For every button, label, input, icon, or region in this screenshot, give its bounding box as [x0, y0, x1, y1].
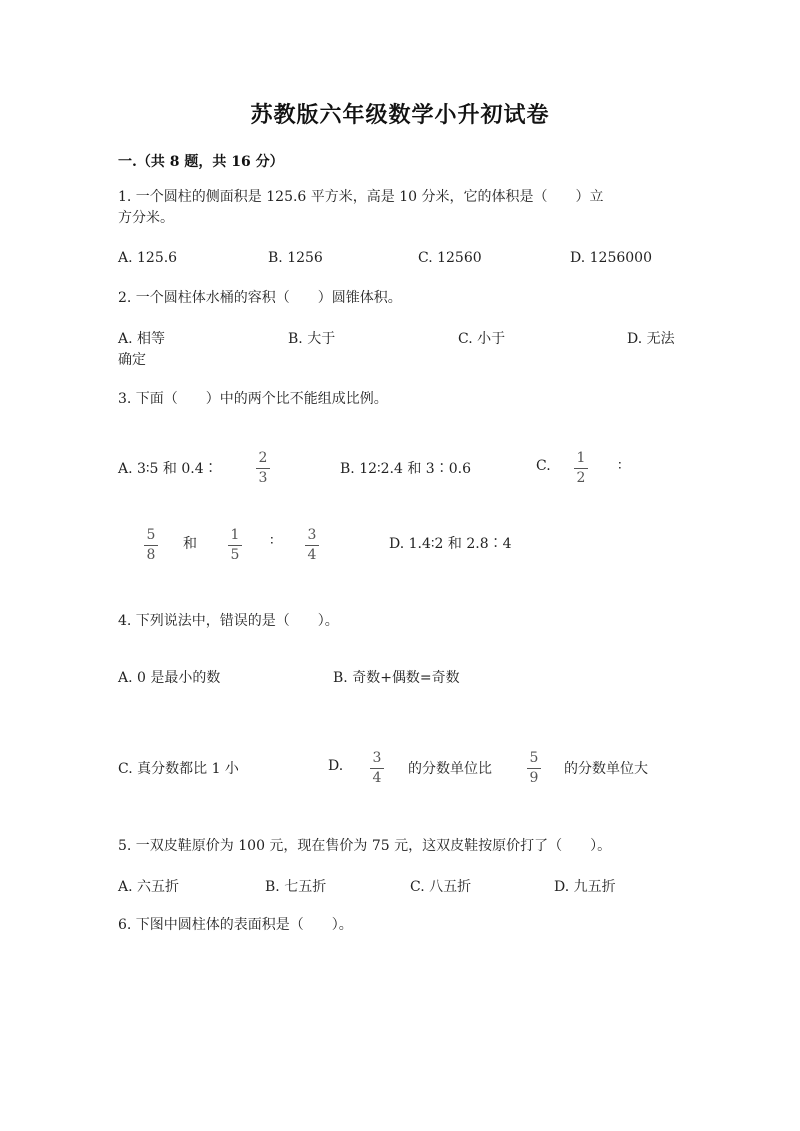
q4-option-a: A. 0 是最小的数	[118, 670, 221, 686]
q4-option-d-end: 的分数单位大	[564, 761, 648, 777]
q3-option-c-colon: ∶	[618, 458, 622, 474]
q4-option-d-middle: 的分数单位比	[408, 761, 492, 777]
q2-option-d: D. 无法	[627, 331, 675, 347]
q4-option-d: D.	[328, 758, 344, 774]
q1-option-a: A. 125.6	[118, 250, 178, 266]
fraction-numerator: 1	[576, 450, 586, 466]
q2-option-b: B. 大于	[288, 331, 336, 347]
fraction-denominator: 9	[529, 770, 539, 786]
q3-option-c-colon-2: ∶	[270, 533, 274, 549]
q5-option-d: D. 九五折	[554, 879, 616, 895]
fraction-numerator: 1	[230, 527, 240, 543]
q3-option-c-and: 和	[183, 536, 197, 552]
question-6: 6. 下图中圆柱体的表面积是（ ）。	[118, 917, 353, 933]
q3-option-c-fraction-2	[142, 527, 160, 564]
fraction-bar	[370, 768, 384, 769]
question-3: 3. 下面（ ）中的两个比不能组成比例。	[118, 391, 388, 407]
q3-option-c: C.	[536, 458, 551, 474]
q1-option-d: D. 1256000	[570, 250, 652, 266]
fraction-numerator: 2	[258, 450, 268, 466]
q1-option-b: B. 1256	[268, 250, 323, 266]
q4-option-d-fraction-1	[368, 750, 386, 787]
fraction-denominator: 2	[576, 470, 586, 486]
q5-option-c: C. 八五折	[410, 879, 472, 895]
question-2: 2. 一个圆柱体水桶的容积（ ）圆锥体积。	[118, 290, 402, 306]
q1-option-c: C. 12560	[418, 250, 482, 266]
q5-option-b: B. 七五折	[265, 879, 327, 895]
q3-option-a: A. 3∶5 和 0.4∶	[118, 461, 218, 477]
fraction-bar	[527, 768, 541, 769]
q3-option-a-fraction	[254, 450, 272, 487]
q3-option-b: B. 12∶2.4 和 3∶0.6	[340, 461, 471, 477]
fraction-bar	[228, 545, 242, 546]
fraction-numerator: 5	[529, 750, 539, 766]
question-1-line-2: 方分米。	[118, 210, 174, 226]
q3-option-c-fraction-4	[303, 527, 321, 564]
q5-option-a: A. 六五折	[118, 879, 180, 895]
fraction-bar	[144, 545, 158, 546]
fraction-numerator: 3	[307, 527, 317, 543]
fraction-denominator: 4	[307, 547, 317, 563]
fraction-bar	[305, 545, 319, 546]
page-title: 苏教版六年级数学小升初试卷	[250, 102, 550, 128]
fraction-denominator: 3	[258, 470, 268, 486]
q2-option-d-continued: 确定	[118, 352, 146, 368]
fraction-bar	[574, 468, 588, 469]
q4-option-d-fraction-2	[525, 750, 543, 787]
q4-option-c: C. 真分数都比 1 小	[118, 761, 239, 777]
section-heading: 一.（共 8 题，共 16 分）	[118, 154, 284, 170]
fraction-numerator: 3	[372, 750, 382, 766]
q4-option-b: B. 奇数+偶数=奇数	[333, 670, 460, 686]
question-4: 4. 下列说法中，错误的是（ ）。	[118, 613, 339, 629]
fraction-denominator: 5	[230, 547, 240, 563]
q2-option-c: C. 小于	[458, 331, 506, 347]
q2-option-a: A. 相等	[118, 331, 166, 347]
q3-option-c-fraction	[572, 450, 590, 487]
fraction-denominator: 8	[146, 547, 156, 563]
fraction-numerator: 5	[146, 527, 156, 543]
fraction-denominator: 4	[372, 770, 382, 786]
question-1-line-1: 1. 一个圆柱的侧面积是 125.6 平方米，高是 10 分米，它的体积是（ ）立	[118, 189, 604, 205]
q3-option-c-fraction-3	[226, 527, 244, 564]
fraction-bar	[256, 468, 270, 469]
question-5: 5. 一双皮鞋原价为 100 元，现在售价为 75 元，这双皮鞋按原价打了（ ）。	[118, 838, 612, 854]
q3-option-d: D. 1.4∶2 和 2.8∶4	[389, 536, 512, 552]
